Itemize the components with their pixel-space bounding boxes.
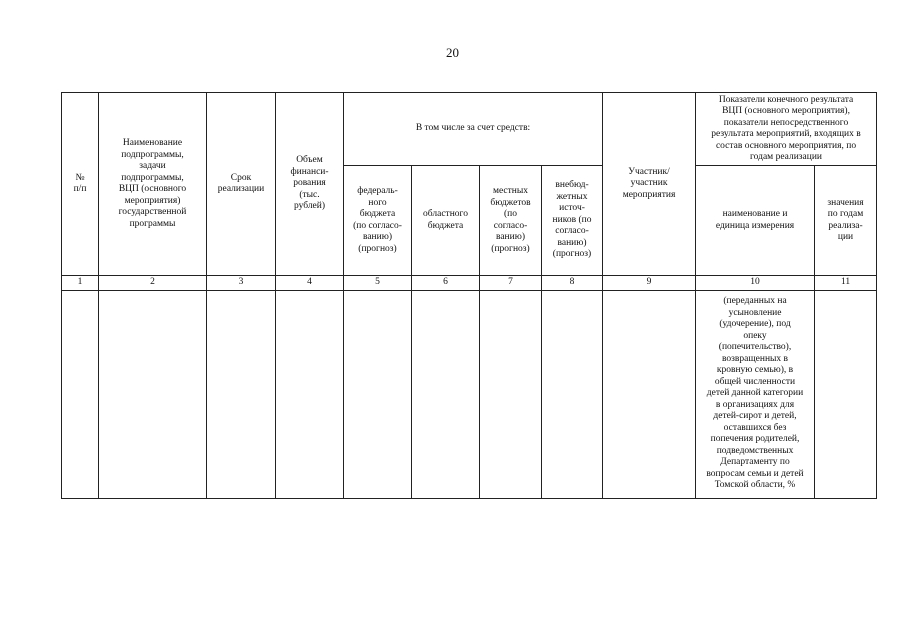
- page-number: 20: [446, 45, 459, 60]
- text-line: участник: [630, 178, 668, 189]
- cell-col-2: [99, 290, 207, 498]
- header-indicators-group: [696, 93, 877, 166]
- text-line: государственной: [118, 207, 187, 217]
- text-line: ВЦП (основного мероприятия),: [722, 106, 850, 116]
- header-col-1: [62, 93, 99, 276]
- text-line: ного: [368, 197, 387, 208]
- text-line: наименование и: [722, 209, 788, 219]
- text-line: рублей): [293, 201, 326, 212]
- text-line: по годам: [827, 209, 864, 219]
- text-line: программы: [129, 218, 176, 229]
- cell-col-6: [412, 290, 480, 498]
- header-col-10: [696, 166, 815, 276]
- text-line: (прогноз): [552, 249, 592, 260]
- text-line: источ-: [559, 203, 585, 214]
- program-table: [61, 92, 877, 499]
- cell-col-11: [815, 290, 877, 498]
- text-line: детей-сирот и детей,: [713, 411, 797, 422]
- text-line: внебюд-: [555, 180, 589, 191]
- text-line: Показатели конечного результата: [718, 94, 854, 105]
- header-funding-group: В том числе за счет средств:: [344, 93, 603, 166]
- text-line: значения: [827, 197, 864, 208]
- column-number: 5: [344, 276, 412, 291]
- column-number: 8: [542, 276, 603, 291]
- text-line: №: [75, 172, 85, 183]
- header-col-6: [412, 166, 480, 276]
- table-row: [62, 290, 877, 498]
- text-line: задачи: [139, 161, 166, 171]
- header-col-2: [99, 93, 207, 276]
- text-line: ванию): [557, 237, 587, 248]
- text-line: мероприятия: [622, 189, 676, 200]
- text-line: ции: [837, 232, 854, 242]
- text-line: детей данной категории: [706, 388, 804, 399]
- text-line: (прогноз): [358, 243, 397, 254]
- text-line: Срок: [230, 172, 252, 183]
- text-line: областного: [423, 209, 468, 219]
- text-line: результата мероприятий, входящих в: [711, 129, 861, 139]
- text-line: ников (по: [552, 214, 592, 225]
- cell-col-5: [344, 290, 412, 498]
- text-line: усыновление: [728, 307, 782, 318]
- text-line: оставшихся без: [723, 422, 787, 433]
- text-line: (попечительство),: [718, 342, 792, 353]
- cell-col-1: [62, 290, 99, 498]
- indicator-name-cell: [696, 290, 815, 498]
- text-line: ванию): [495, 232, 525, 242]
- text-line: общей численности: [714, 376, 796, 387]
- column-number-row: [62, 276, 877, 291]
- text-line: Наименование: [122, 138, 183, 148]
- text-line: годам реализации: [750, 152, 823, 162]
- column-number: 10: [696, 276, 815, 291]
- cell-col-7: [480, 290, 542, 498]
- text-line: подпрограммы,: [121, 149, 184, 160]
- text-line: (по согласо-: [353, 220, 402, 231]
- cell-col-3: [207, 290, 276, 498]
- column-number: 2: [99, 276, 207, 291]
- column-number: 11: [815, 276, 877, 291]
- text-line: рования: [293, 178, 326, 189]
- text-line: (прогноз): [491, 243, 530, 254]
- text-line: ванию): [362, 232, 392, 242]
- text-line: подпрограммы,: [121, 172, 184, 183]
- column-number: 3: [207, 276, 276, 291]
- text-line: подведомственных: [716, 445, 794, 456]
- header-col-3: [207, 93, 276, 276]
- column-number: 7: [480, 276, 542, 291]
- text-line: возвращенных в: [721, 353, 789, 364]
- text-line: финанси-: [290, 166, 329, 177]
- cell-col-8: [542, 290, 603, 498]
- header-col-9: [603, 93, 696, 276]
- text-line: в организациях для: [715, 399, 795, 410]
- text-line: Томской области, %: [714, 480, 796, 491]
- text-line: бюджета: [359, 209, 396, 219]
- text-line: ВЦП (основного: [118, 184, 187, 194]
- text-line: попечения родителей,: [710, 434, 800, 445]
- text-line: единица измерения: [715, 220, 795, 231]
- text-line: бюджета: [427, 220, 464, 231]
- text-line: мероприятия): [124, 195, 181, 206]
- column-number: 4: [276, 276, 344, 291]
- header-col-5: [344, 166, 412, 276]
- text-line: реализации: [217, 184, 265, 194]
- text-line: (удочерение), под: [719, 319, 791, 330]
- text-line: бюджетов: [490, 197, 531, 208]
- header-col-7: [480, 166, 542, 276]
- text-line: согласо-: [493, 220, 528, 231]
- text-line: вопросам семьи и детей: [706, 468, 804, 479]
- cell-col-4: [276, 290, 344, 498]
- column-number: 1: [62, 276, 99, 291]
- text-line: жетных: [556, 191, 588, 202]
- cell-col-9: [603, 290, 696, 498]
- column-number: 9: [603, 276, 696, 291]
- header-col-4: [276, 93, 344, 276]
- text-line: (по: [504, 209, 517, 219]
- text-line: Департаменту по: [720, 457, 790, 468]
- text-line: (тыс.: [299, 189, 320, 200]
- text-line: опеку: [743, 330, 767, 341]
- text-line: кровную семью), в: [716, 365, 794, 376]
- text-line: согласо-: [555, 226, 589, 237]
- text-line: Участник/: [628, 166, 670, 177]
- text-line: п/п: [73, 184, 87, 194]
- header-col-8: [542, 166, 603, 276]
- text-line: (переданных на: [723, 296, 787, 307]
- header-col-11: [815, 166, 877, 276]
- text-line: федераль-: [357, 186, 398, 196]
- text-line: показатели непосредственного: [723, 117, 849, 128]
- text-line: состав основного мероприятия, по: [715, 140, 857, 151]
- text-line: местных: [492, 186, 529, 196]
- column-number: 6: [412, 276, 480, 291]
- text-line: реализа-: [828, 220, 863, 231]
- text-line: Объем: [296, 155, 323, 166]
